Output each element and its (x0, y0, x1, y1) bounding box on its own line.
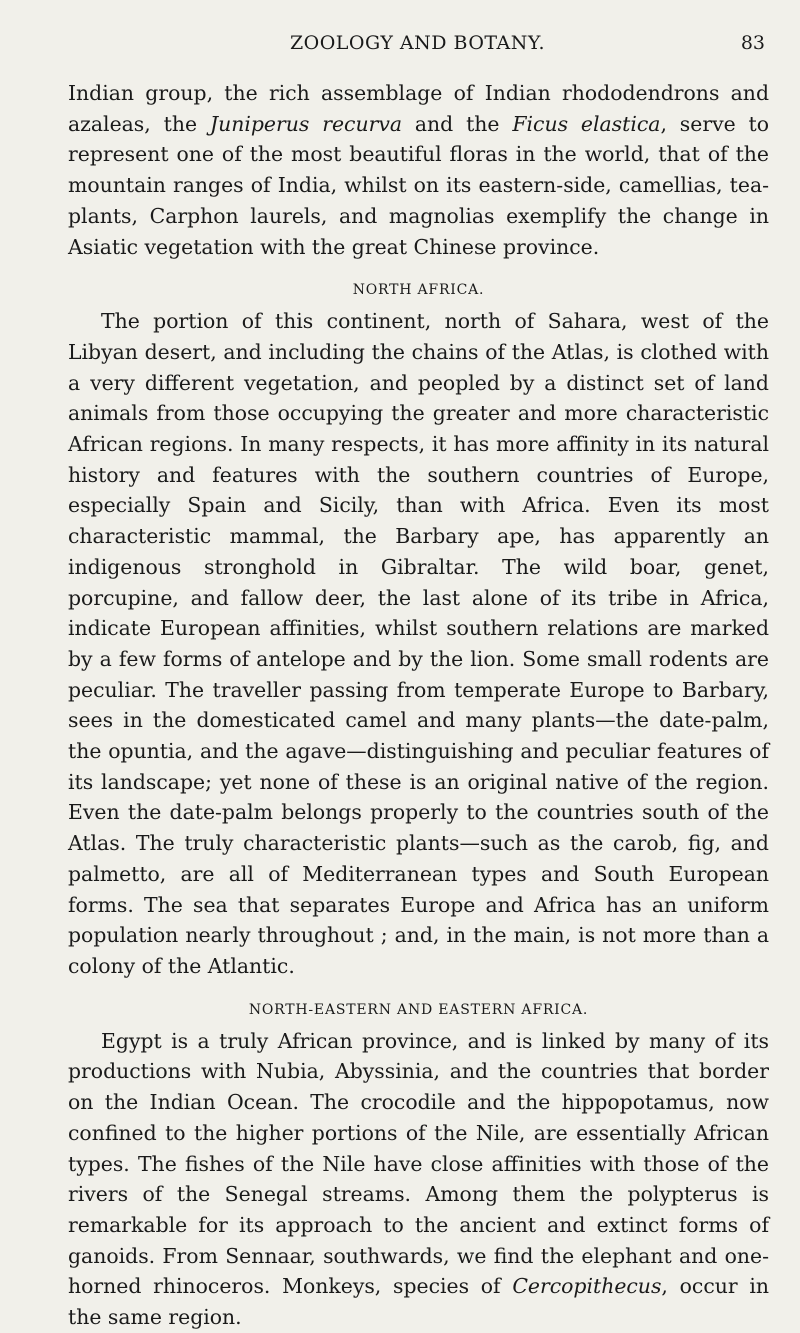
italic-species-name: Juniperus recurva (209, 111, 402, 136)
running-title: ZOOLOGY AND BOTANY. (289, 32, 546, 54)
section-heading-north-eastern-africa: NORTH-EASTERN AND EASTERN AFRICA. (248, 1001, 589, 1018)
paragraph-north-eastern-africa (68, 1026, 769, 1333)
running-head (70, 28, 765, 60)
text-run: , occur in the same region. (68, 1274, 769, 1330)
italic-genus-name: Cercopithecus (512, 1274, 662, 1299)
text-run: and the (402, 111, 513, 136)
text-run: , serve to represent one of the most beautiful floras in the world, that of the mountain ranges of India, whilst on its eastern-side, camellias, tea-plants, Carphon laurels, and magnolias exemplify the change in Asiatic vegetation with the great Chinese province. (68, 111, 770, 259)
italic-species-name: Ficus elastica (512, 111, 661, 136)
text-run: Egypt is a truly African province, and is linked by many of its productions with Nubia, Abyssinia, and the countries that border on the Indian Ocean. The crocodile and the hippopotamus, now confined to the higher portions of the Nile, are essentially African types. The fishes of the Nile have close affinities with those of the rivers of the Senegal streams. Among them the polypterus is remarkable for its approach to the ancient and extinct forms of ganoids. From Sennaar, southwards, we find the elephant and one-horned rhinoceros. Monkeys, species of (68, 1028, 769, 1299)
section-heading-north-africa: NORTH AFRICA. (352, 282, 485, 299)
paragraph-continued (68, 78, 769, 262)
page-number: 83 (740, 32, 765, 54)
page-body (68, 78, 769, 1333)
text-run: Indian group, the rich assemblage of Indian rhododendrons and azaleas, the (68, 81, 769, 136)
paragraph-north-africa: The portion of this continent, north of Sahara, west of the Libyan desert, and including the chains of the Atlas, is clothed with a very different vegetation, and peopled by a distinct set of land animals from those occupying the greater and more characteristic African regions. In many respects, it has more affinity in its natural history and features with the southern countries of Europe, especially Spain and Sicily, than with Africa. Even its most characteristic mammal, the Barbary ape, has apparently an indigenous stronghold in Gibraltar. The wild boar, genet, porcupine, and fallow deer, the last alone of its tribe in Africa, indicate European affinities, whilst southern relations are marked by a few forms of antelope and by the lion. Some small rodents are peculiar. The traveller passing from temperate Europe to Barbary, sees in the domesticated camel and many plants—the date-palm, the opuntia, and the agave—distinguishing and peculiar features of its landscape; yet none of these is an original native of the region. Even the date-palm belongs properly to the countries south of the Atlas. The truly characteristic plants—such as the carob, fig, and palmetto, are all of Mediterranean types and South European forms. The sea that separates Europe and Africa has an uniform population nearly throughout ; and, in the main, is not more than a colony of the Atlantic. (68, 309, 769, 978)
